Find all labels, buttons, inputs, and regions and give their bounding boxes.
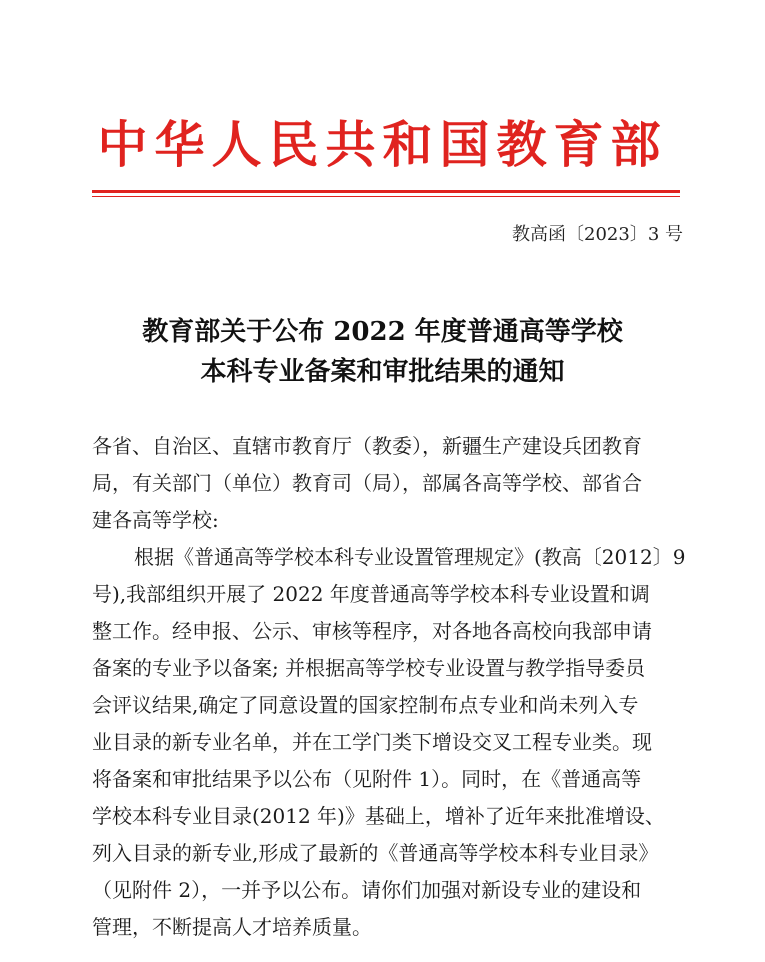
notice-title-line-2: 本科专业备案和审批结果的通知 — [200, 357, 565, 387]
masthead-title: 中华人民共和国教育部 — [97, 116, 668, 174]
body-line: 建各高等学校: — [92, 508, 219, 532]
body-line: 备案的专业予以备案; 并根据高等学校专业设置与教学指导委员 — [92, 656, 646, 680]
masthead-rule-thin — [92, 196, 680, 197]
body-line: 各省、自治区、直辖市教育厅（教委），新疆生产建设兵团教育 — [92, 434, 642, 458]
body-line: 根据《普通高等学校本科专业设置管理规定》(教高〔2012〕9 — [134, 545, 686, 569]
body-line: 将备案和审批结果予以公布（见附件 1）。同时，在《普通高等 — [92, 767, 642, 791]
notice-body — [92, 428, 684, 946]
body-line: 局，有关部门（单位）教育司（局），部属各高等学校、部省合 — [92, 471, 642, 495]
body-line: 会评议结果,确定了同意设置的国家控制布点专业和尚未列入专 — [92, 693, 639, 717]
masthead-rule-thick — [92, 190, 680, 193]
body-line: 管理，不断提高人才培养质量。 — [92, 915, 372, 939]
body-line: 学校本科专业目录(2012 年)》基础上，增补了近年来批准增设、 — [92, 804, 665, 828]
notice-title — [0, 312, 765, 392]
document-number: 教高函〔2023〕3 号 — [512, 224, 683, 245]
body-line: 列入目录的新专业,形成了最新的《普通高等学校本科专业目录》 — [92, 841, 659, 865]
body-line: 业目录的新专业名单，并在工学门类下增设交叉工程专业类。现 — [92, 730, 652, 754]
body-line: （见附件 2），一并予以公布。请你们加强对新设专业的建设和 — [92, 878, 642, 902]
body-line: 整工作。经申报、公示、审核等程序，对各地各高校向我部申请 — [92, 619, 652, 643]
notice-title-line-1: 教育部关于公布 2022 年度普通高等学校 — [142, 317, 623, 347]
body-line: 号),我部组织开展了 2022 年度普通高等学校本科专业设置和调 — [92, 582, 650, 606]
